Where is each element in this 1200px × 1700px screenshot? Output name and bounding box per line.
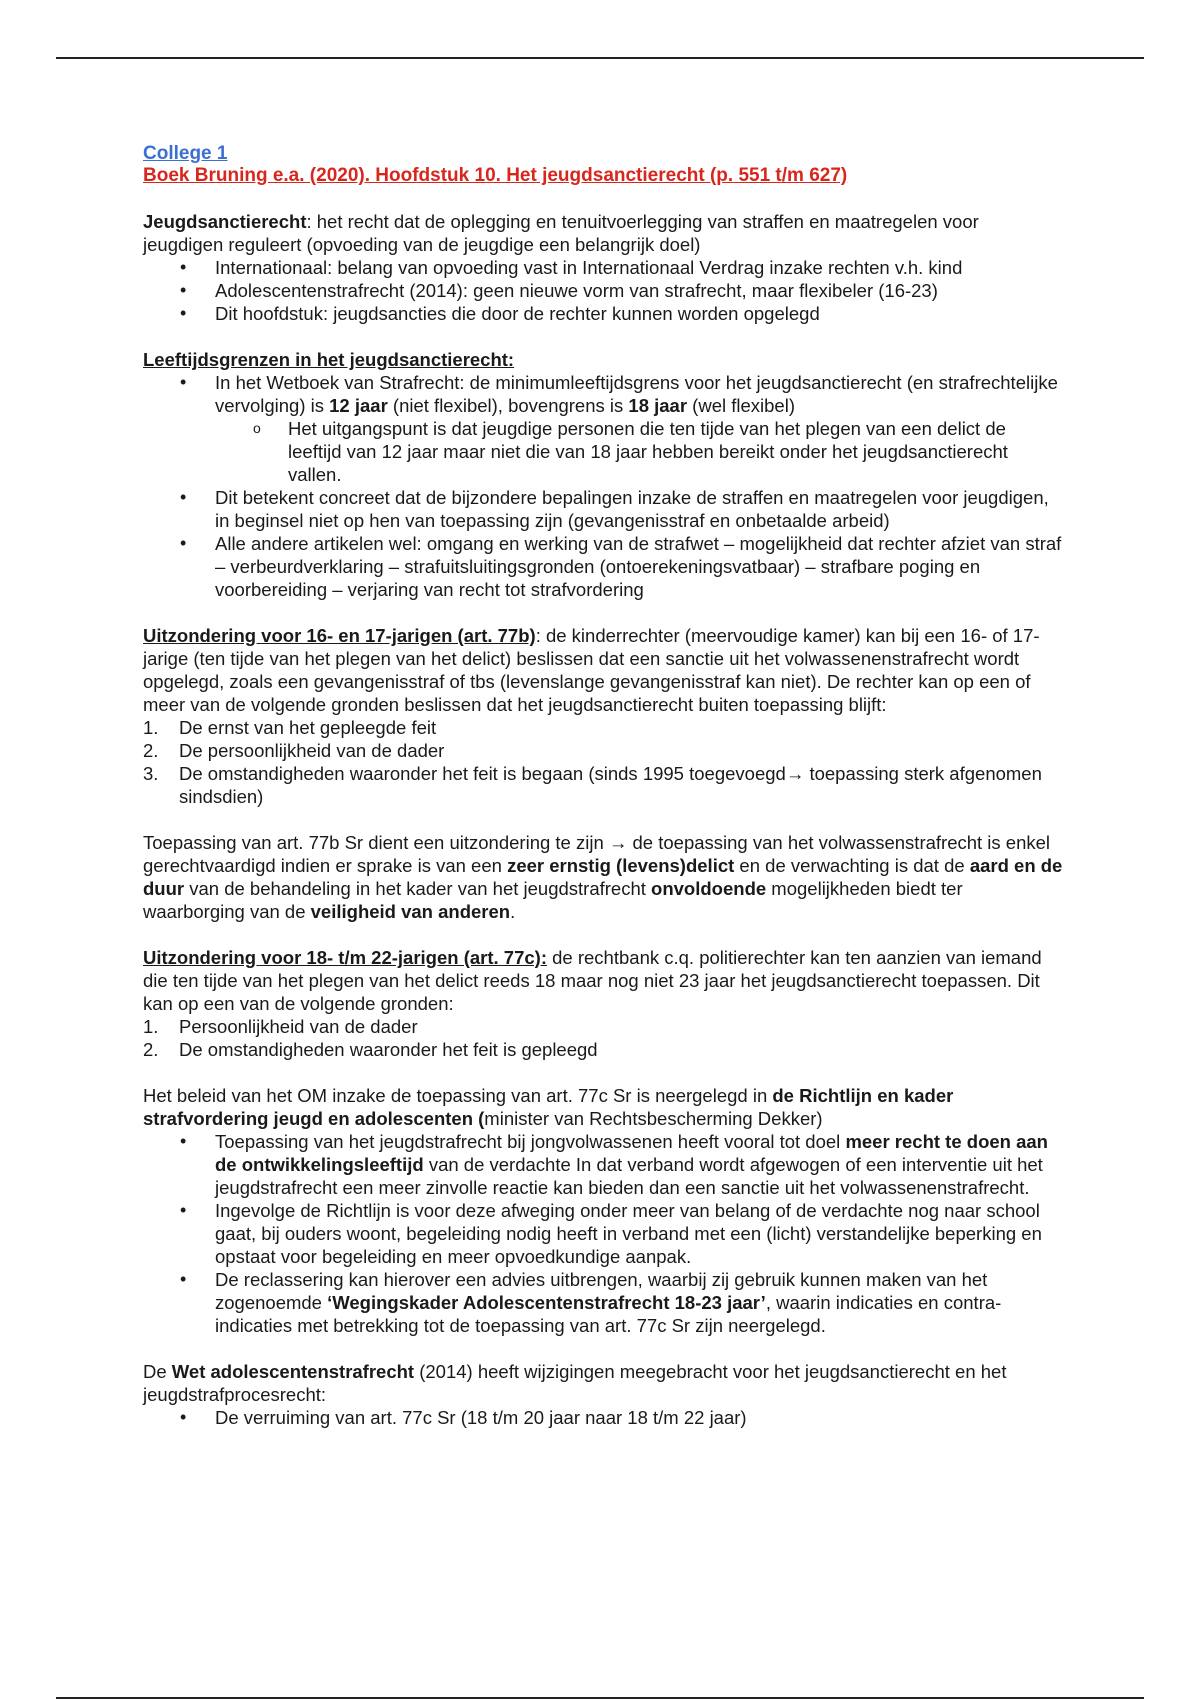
text-span: De reclassering kan hierover een advies uitbrengen, waarbij zij gebruik kunnen maken van het zogenoemde <box>215 1269 988 1313</box>
sub-list-item: o Het uitgangspunt is dat jeugdige personen die ten tijde van het plegen van een delict de leeftijd van 12 jaar maar niet die van 18 jaar hebben bereikt onder het jeugdsanctierecht vallen. <box>143 417 1063 486</box>
bold-span: 12 jaar <box>329 395 388 416</box>
age-limits-bullets <box>143 371 1063 417</box>
college-title: College 1 <box>143 143 228 164</box>
intro-bullets <box>143 256 1063 325</box>
bold-span: meer recht te doen aan de ontwikkelingsleeftijd <box>215 1131 1048 1175</box>
bold-span: ‘Wegingskader Adolescentenstrafrecht 18-23 jaar’ <box>327 1292 766 1313</box>
application-77b-section <box>143 831 1063 923</box>
age-limits-subbullets <box>143 417 1063 486</box>
exception-77c-paragraph <box>143 946 1063 1015</box>
text-span: mogelijkheden biedt ter waarborging van de <box>143 878 963 922</box>
list-item <box>143 1015 1063 1038</box>
intro-paragraph <box>143 210 1063 256</box>
list-item: • Adolescentenstrafrecht (2014): geen nieuwe vorm van strafrecht, maar flexibeler (16-23) <box>143 279 1063 302</box>
law-bullets <box>143 1406 1063 1429</box>
term-jeugdsanctierecht: Jeugdsanctierecht <box>143 211 307 232</box>
bold-span: veiligheid van anderen <box>310 901 511 922</box>
text-span: van de verdachte In dat verband wordt afgewogen of een interventie uit het jeugdstrafrecht een meer zinvolle reactie kan bieden dan een sanctie uit het volwassenenstrafrecht. <box>215 1154 1043 1198</box>
list-item <box>143 1268 1063 1337</box>
bold-span: aard en de duur <box>143 855 1063 899</box>
bold-span: zeer ernstig (levens)delict <box>507 855 735 876</box>
list-item: • Alle andere artikelen wel: omgang en werking van de strafwet – mogelijkheid dat rechter afziet van straf – verbeurdverklaring – strafuitsluitingsgronden (ontoerekeningsvatbaar) – strafbare poging en voorbereiding – verjaring van recht tot strafvordering <box>143 532 1063 601</box>
exception-77b-list <box>143 716 1063 808</box>
exception-77b-paragraph <box>143 624 1063 716</box>
bold-span: de Richtlijn en kader strafvordering jeugd en adolescenten ( <box>143 1085 954 1129</box>
exception-77c-section <box>143 946 1063 1061</box>
list-number: 3. <box>143 763 159 784</box>
list-item: • Internationaal: belang van opvoeding vast in Internationaal Verdrag inzake rechten v.h. kind <box>143 256 1063 279</box>
header-rule <box>56 57 1144 59</box>
policy-bullets <box>143 1130 1063 1337</box>
list-item <box>143 716 1063 739</box>
list-item: • Ingevolge de Richtlijn is voor deze afweging onder meer van belang of de verdachte nog naar school gaat, bij ouders woont, begeleiding nodig heeft in verband met een (licht) verstandelijke beperking en opstaat voor begeleiding en meer opvoedkundige aanpak. <box>143 1199 1063 1268</box>
bold-span: 18 jaar <box>628 395 688 416</box>
law-paragraph <box>143 1360 1063 1406</box>
text-span: van de behandeling in het kader van het jeugdstrafrecht <box>184 878 652 899</box>
bold-span: Wet adolescentenstrafrecht <box>171 1361 415 1382</box>
book-reference: Boek Bruning e.a. (2020). Hoofdstuk 10. Het jeugdsanctierecht (p. 551 t/m 627) <box>143 165 848 186</box>
exception-77b-section <box>143 624 1063 808</box>
list-item <box>143 1130 1063 1199</box>
list-item <box>143 739 1063 762</box>
text-span: De omstandigheden waaronder het feit is begaan (sinds 1995 toegevoegd→ toepassing sterk afgenomen sindsdien) <box>179 763 1042 807</box>
text-span: : de kinderrechter (meervoudige kamer) kan bij een 16- of 17-jarige (ten tijde van het plegen van het delict) beslissen dat een sanctie uit het volwassenenstrafrecht wordt opgelegd, zoals een gevangenisstraf of tbs (levenslange gevangenisstraf kan niet). De rechter kan op een of meer van de volgende gronden beslissen dat het jeugdsanctierecht buiten toepassing blijft: <box>143 625 1040 715</box>
law-section <box>143 1360 1063 1429</box>
exception-77b-heading: Uitzondering voor 16- en 17-jarigen (art. 77b) <box>143 625 536 646</box>
list-item <box>143 1038 1063 1061</box>
intro-section <box>143 210 1063 325</box>
text-span: In het Wetboek van Strafrecht: de minimumleeftijdsgrens voor het jeugdsanctierecht (en strafrechtelijke vervolging) is <box>215 372 1058 416</box>
age-limits-heading: Leeftijdsgrenzen in het jeugdsanctierecht: <box>143 349 515 370</box>
text-span: (2014) heeft wijzigingen meegebracht voor het jeugdsanctierecht en het jeugdstrafprocesrecht: <box>143 1361 1007 1405</box>
application-77b-paragraph <box>143 831 1063 923</box>
text-span: Persoonlijkheid van de dader <box>179 1016 418 1037</box>
exception-77c-list <box>143 1015 1063 1061</box>
list-item: • Dit hoofdstuk: jeugdsancties die door de rechter kunnen worden opgelegd <box>143 302 1063 325</box>
list-number: 1. <box>143 717 159 738</box>
text-span: en de verwachting is dat de <box>734 855 970 876</box>
policy-section <box>143 1084 1063 1337</box>
text-span: De <box>143 1361 172 1382</box>
policy-paragraph <box>143 1084 1063 1130</box>
document-page <box>143 143 1063 1429</box>
intro-definition: : het recht dat de oplegging en tenuitvoerlegging van straffen en maatregelen voor jeugdigen reguleert (opvoeding van de jeugdige een belangrijk doel) <box>143 211 979 255</box>
text-span: (niet flexibel), bovengrens is <box>387 395 629 416</box>
text-span: Toepassing van het jeugdstrafrecht bij jongvolwassenen heeft vooral tot doel <box>215 1131 846 1152</box>
list-number: 2. <box>143 1039 159 1060</box>
age-limits-bullets-cont <box>143 486 1063 601</box>
text-span: , waarin indicaties en contra-indicaties met betrekking tot de toepassing van art. 77c Sr zijn neergelegd. <box>215 1292 1002 1336</box>
age-limits-section <box>143 348 1063 601</box>
exception-77c-heading: Uitzondering voor 18- t/m 22-jarigen (art. 77c): <box>143 947 547 968</box>
bold-span: onvoldoende <box>651 878 767 899</box>
text-span: minister van Rechtsbescherming Dekker) <box>484 1108 823 1129</box>
list-number: 1. <box>143 1016 159 1037</box>
text-span: de rechtbank c.q. politierechter kan ten aanzien van iemand die ten tijde van het plegen van het delict reeds 18 maar nog niet 23 jaar het jeugdsanctierecht toepassen. Dit kan op een van de volgende gronden: <box>143 947 1042 1014</box>
text-span: (wel flexibel) <box>687 395 795 416</box>
list-item <box>143 371 1063 417</box>
text-span: De omstandigheden waaronder het feit is gepleegd <box>179 1039 598 1060</box>
text-span: De ernst van het gepleegde feit <box>179 717 437 738</box>
list-item <box>143 762 1063 808</box>
text-span: De persoonlijkheid van de dader <box>179 740 445 761</box>
text-span: Toepassing van art. 77b Sr dient een uitzondering te zijn → de toepassing van het volwassenstrafrecht is enkel gerechtvaardigd indien er sprake is van een <box>143 832 1051 876</box>
footer-rule <box>56 1697 1144 1699</box>
list-item: • Dit betekent concreet dat de bijzondere bepalingen inzake de straffen en maatregelen voor jeugdigen, in beginsel niet op hen van toepassing zijn (gevangenisstraf en onbetaalde arbeid) <box>143 486 1063 532</box>
list-number: 2. <box>143 740 159 761</box>
text-span: . <box>510 901 516 922</box>
list-item: • De verruiming van art. 77c Sr (18 t/m 20 jaar naar 18 t/m 22 jaar) <box>143 1406 1063 1429</box>
text-span: Het beleid van het OM inzake de toepassing van art. 77c Sr is neergelegd in <box>143 1085 773 1106</box>
